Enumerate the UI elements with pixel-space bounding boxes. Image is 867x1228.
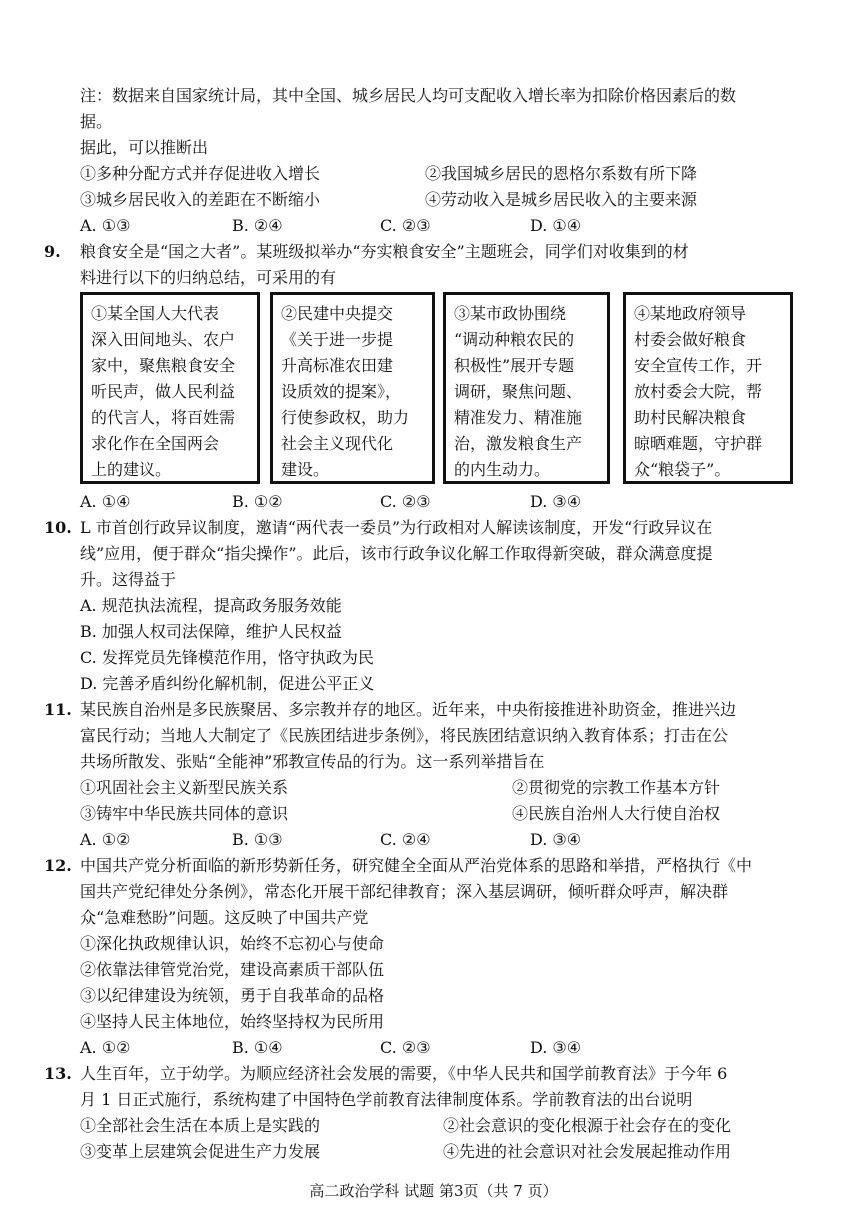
choice-b: B. ②④ bbox=[232, 216, 283, 235]
box-line: 设质效的提案》， bbox=[281, 382, 402, 401]
option-3: ③变革上层建筑会促进生产力发展 bbox=[80, 1142, 321, 1161]
choice-b: B. ①③ bbox=[232, 830, 283, 849]
material-box-1 bbox=[80, 292, 260, 484]
box-line: 深入田间地头、农户 bbox=[91, 330, 236, 349]
choice-d: D. 完善矛盾纠纷化解机制，促进公平正义 bbox=[80, 674, 375, 693]
box-line: 社会主义现代化 bbox=[281, 434, 394, 453]
choice-c: C. ②③ bbox=[380, 492, 431, 511]
option-4: ④民族自治州人大行使自治权 bbox=[512, 804, 721, 823]
choice-b: B. 加强人权司法保障，维护人民权益 bbox=[80, 622, 342, 641]
choice-d: D. ③④ bbox=[530, 830, 582, 849]
option-4: ④坚持人民主体地位，始终坚持权为民所用 bbox=[80, 1012, 385, 1031]
question-stem: 料进行以下的归纳总结，可采用的有 bbox=[80, 268, 337, 287]
box-line: “调动种粮农民的 bbox=[454, 330, 575, 349]
choice-a: A. ①④ bbox=[80, 492, 131, 511]
option-2: ②依靠法律管党治党，建设高素质干部队伍 bbox=[80, 960, 385, 979]
box-line: 听民声，做人民利益 bbox=[91, 382, 236, 401]
material-box-3 bbox=[443, 292, 610, 484]
choice-a: A. ①③ bbox=[80, 216, 131, 235]
box-line: ①某全国人大代表 bbox=[91, 304, 220, 323]
choice-c: C. ②③ bbox=[380, 216, 431, 235]
box-line: 家中，聚焦粮食安全 bbox=[91, 356, 236, 375]
box-line: ④某地政府领导 bbox=[634, 304, 747, 323]
option-1: ①深化执政规律认识，始终不忘初心与使命 bbox=[80, 934, 385, 953]
box-line: 调研，聚焦问题、 bbox=[454, 382, 583, 401]
box-line: ②民建中央提交 bbox=[281, 304, 394, 323]
box-line: 众“粮袋子”。 bbox=[634, 460, 731, 479]
material-box-4 bbox=[623, 292, 793, 484]
box-line: 精准发力、精准施 bbox=[454, 408, 583, 427]
choice-b: B. ①② bbox=[232, 492, 283, 511]
option-4: ④劳动收入是城乡居民收入的主要来源 bbox=[425, 190, 698, 209]
question-stem: 国共产党纪律处分条例》，常态化开展干部纪律教育；深入基层调研，倾听群众呼声，解决群 bbox=[80, 882, 729, 901]
box-line: 治，激发粮食生产 bbox=[454, 434, 583, 453]
box-line: 行使参政权，助力 bbox=[281, 408, 410, 427]
choice-d: D. ③④ bbox=[530, 492, 582, 511]
choice-d: D. ③④ bbox=[530, 1038, 582, 1057]
choice-a: A. 规范执法流程，提高政务服务效能 bbox=[80, 596, 342, 615]
box-line: 的内生动力。 bbox=[454, 460, 551, 479]
question-stem: 共场所散发、张贴“全能神”邪教宣传品的行为。这一系列举措旨在 bbox=[80, 752, 545, 771]
choice-c: C. ②④ bbox=[380, 830, 431, 849]
option-3: ③城乡居民收入的差距在不断缩小 bbox=[80, 190, 321, 209]
note-line-1: 注：数据来自国家统计局，其中全国、城乡居民人均可支配收入增长率为扣除价格因素后的数 bbox=[80, 86, 737, 105]
box-line: ③某市政协围绕 bbox=[454, 304, 567, 323]
question-stem: 线”应用，便于群众“指尖操作”。此后，该市行政争议化解工作取得新突破，群众满意度提 bbox=[80, 544, 713, 563]
question-number: 11. bbox=[44, 700, 72, 719]
page-footer: 高二政治学科 试题 第3页（共 7 页） bbox=[309, 1182, 558, 1200]
question-stem: 人生百年，立于幼学。为顺应经济社会发展的需要，《中华人民共和国学前教育法》于今年 6 bbox=[80, 1064, 728, 1083]
box-line: 升高标准农田建 bbox=[281, 356, 394, 375]
question-stem: 众“急难愁盼”问题。这反映了中国共产党 bbox=[80, 908, 369, 927]
question-stem: 某民族自治州是多民族聚居、多宗教并存的地区。近年来，中央衔接推进补助资金，推进兴边 bbox=[80, 700, 737, 719]
option-2: ②社会意识的变化根源于社会存在的变化 bbox=[443, 1116, 732, 1135]
box-line: 《关于进一步提 bbox=[281, 330, 394, 349]
note-line-2: 据。 bbox=[80, 112, 113, 131]
question-stem: 升。这得益于 bbox=[80, 570, 177, 589]
option-1: ①全部社会生活在本质上是实践的 bbox=[80, 1116, 321, 1135]
box-line: 建设。 bbox=[281, 460, 330, 479]
question-number: 9. bbox=[44, 242, 61, 261]
option-3: ③铸牢中华民族共同体的意识 bbox=[80, 804, 289, 823]
box-line: 放村委会大院，帮 bbox=[634, 382, 763, 401]
question-stem: 据此，可以推断出 bbox=[80, 138, 209, 157]
option-2: ②我国城乡居民的恩格尔系数有所下降 bbox=[425, 164, 698, 183]
choice-a: A. ①② bbox=[80, 1038, 131, 1057]
box-line: 晾晒难题，守护群 bbox=[634, 434, 763, 453]
question-stem: 粮食安全是“国之大者”。某班级拟举办“夯实粮食安全”主题班会，同学们对收集到的材 bbox=[80, 242, 689, 261]
choice-c: C. 发挥党员先锋模范作用，恪守执政为民 bbox=[80, 648, 374, 667]
box-line: 的代言人，将百姓需 bbox=[91, 408, 236, 427]
question-number: 10. bbox=[44, 518, 72, 537]
question-number: 12. bbox=[44, 856, 72, 875]
box-line: 安全宣传工作，开 bbox=[634, 356, 763, 375]
option-3: ③以纪律建设为统领，勇于自我革命的品格 bbox=[80, 986, 385, 1005]
choice-b: B. ①④ bbox=[232, 1038, 283, 1057]
choice-c: C. ②③ bbox=[380, 1038, 431, 1057]
option-1: ①巩固社会主义新型民族关系 bbox=[80, 778, 289, 797]
box-line: 上的建议。 bbox=[91, 460, 172, 479]
box-line: 求化作在全国两会 bbox=[91, 434, 220, 453]
question-stem: 月 1 日正式施行，系统构建了中国特色学前教育法律制度体系。学前教育法的出台说明 bbox=[80, 1090, 693, 1109]
question-number: 13. bbox=[44, 1064, 72, 1083]
box-line: 积极性”展开专题 bbox=[454, 356, 575, 375]
question-stem: 中国共产党分析面临的新形势新任务，研究健全全面从严治党体系的思路和举措，严格执行《中 bbox=[80, 856, 753, 875]
question-stem: 富民行动；当地人大制定了《民族团结进步条例》，将民族团结意识纳入教育体系；打击在公 bbox=[80, 726, 729, 745]
option-4: ④先进的社会意识对社会发展起推动作用 bbox=[443, 1142, 732, 1161]
option-2: ②贯彻党的宗教工作基本方针 bbox=[512, 778, 721, 797]
material-box-2 bbox=[270, 292, 435, 484]
box-line: 村委会做好粮食 bbox=[634, 330, 747, 349]
option-1: ①多种分配方式并存促进收入增长 bbox=[80, 164, 321, 183]
box-line: 助村民解决粮食 bbox=[634, 408, 747, 427]
choice-a: A. ①② bbox=[80, 830, 131, 849]
choice-d: D. ①④ bbox=[530, 216, 582, 235]
question-stem: L 市首创行政异议制度，邀请“两代表一委员”为行政相对人解读该制度，开发“行政异议在 bbox=[80, 518, 713, 537]
